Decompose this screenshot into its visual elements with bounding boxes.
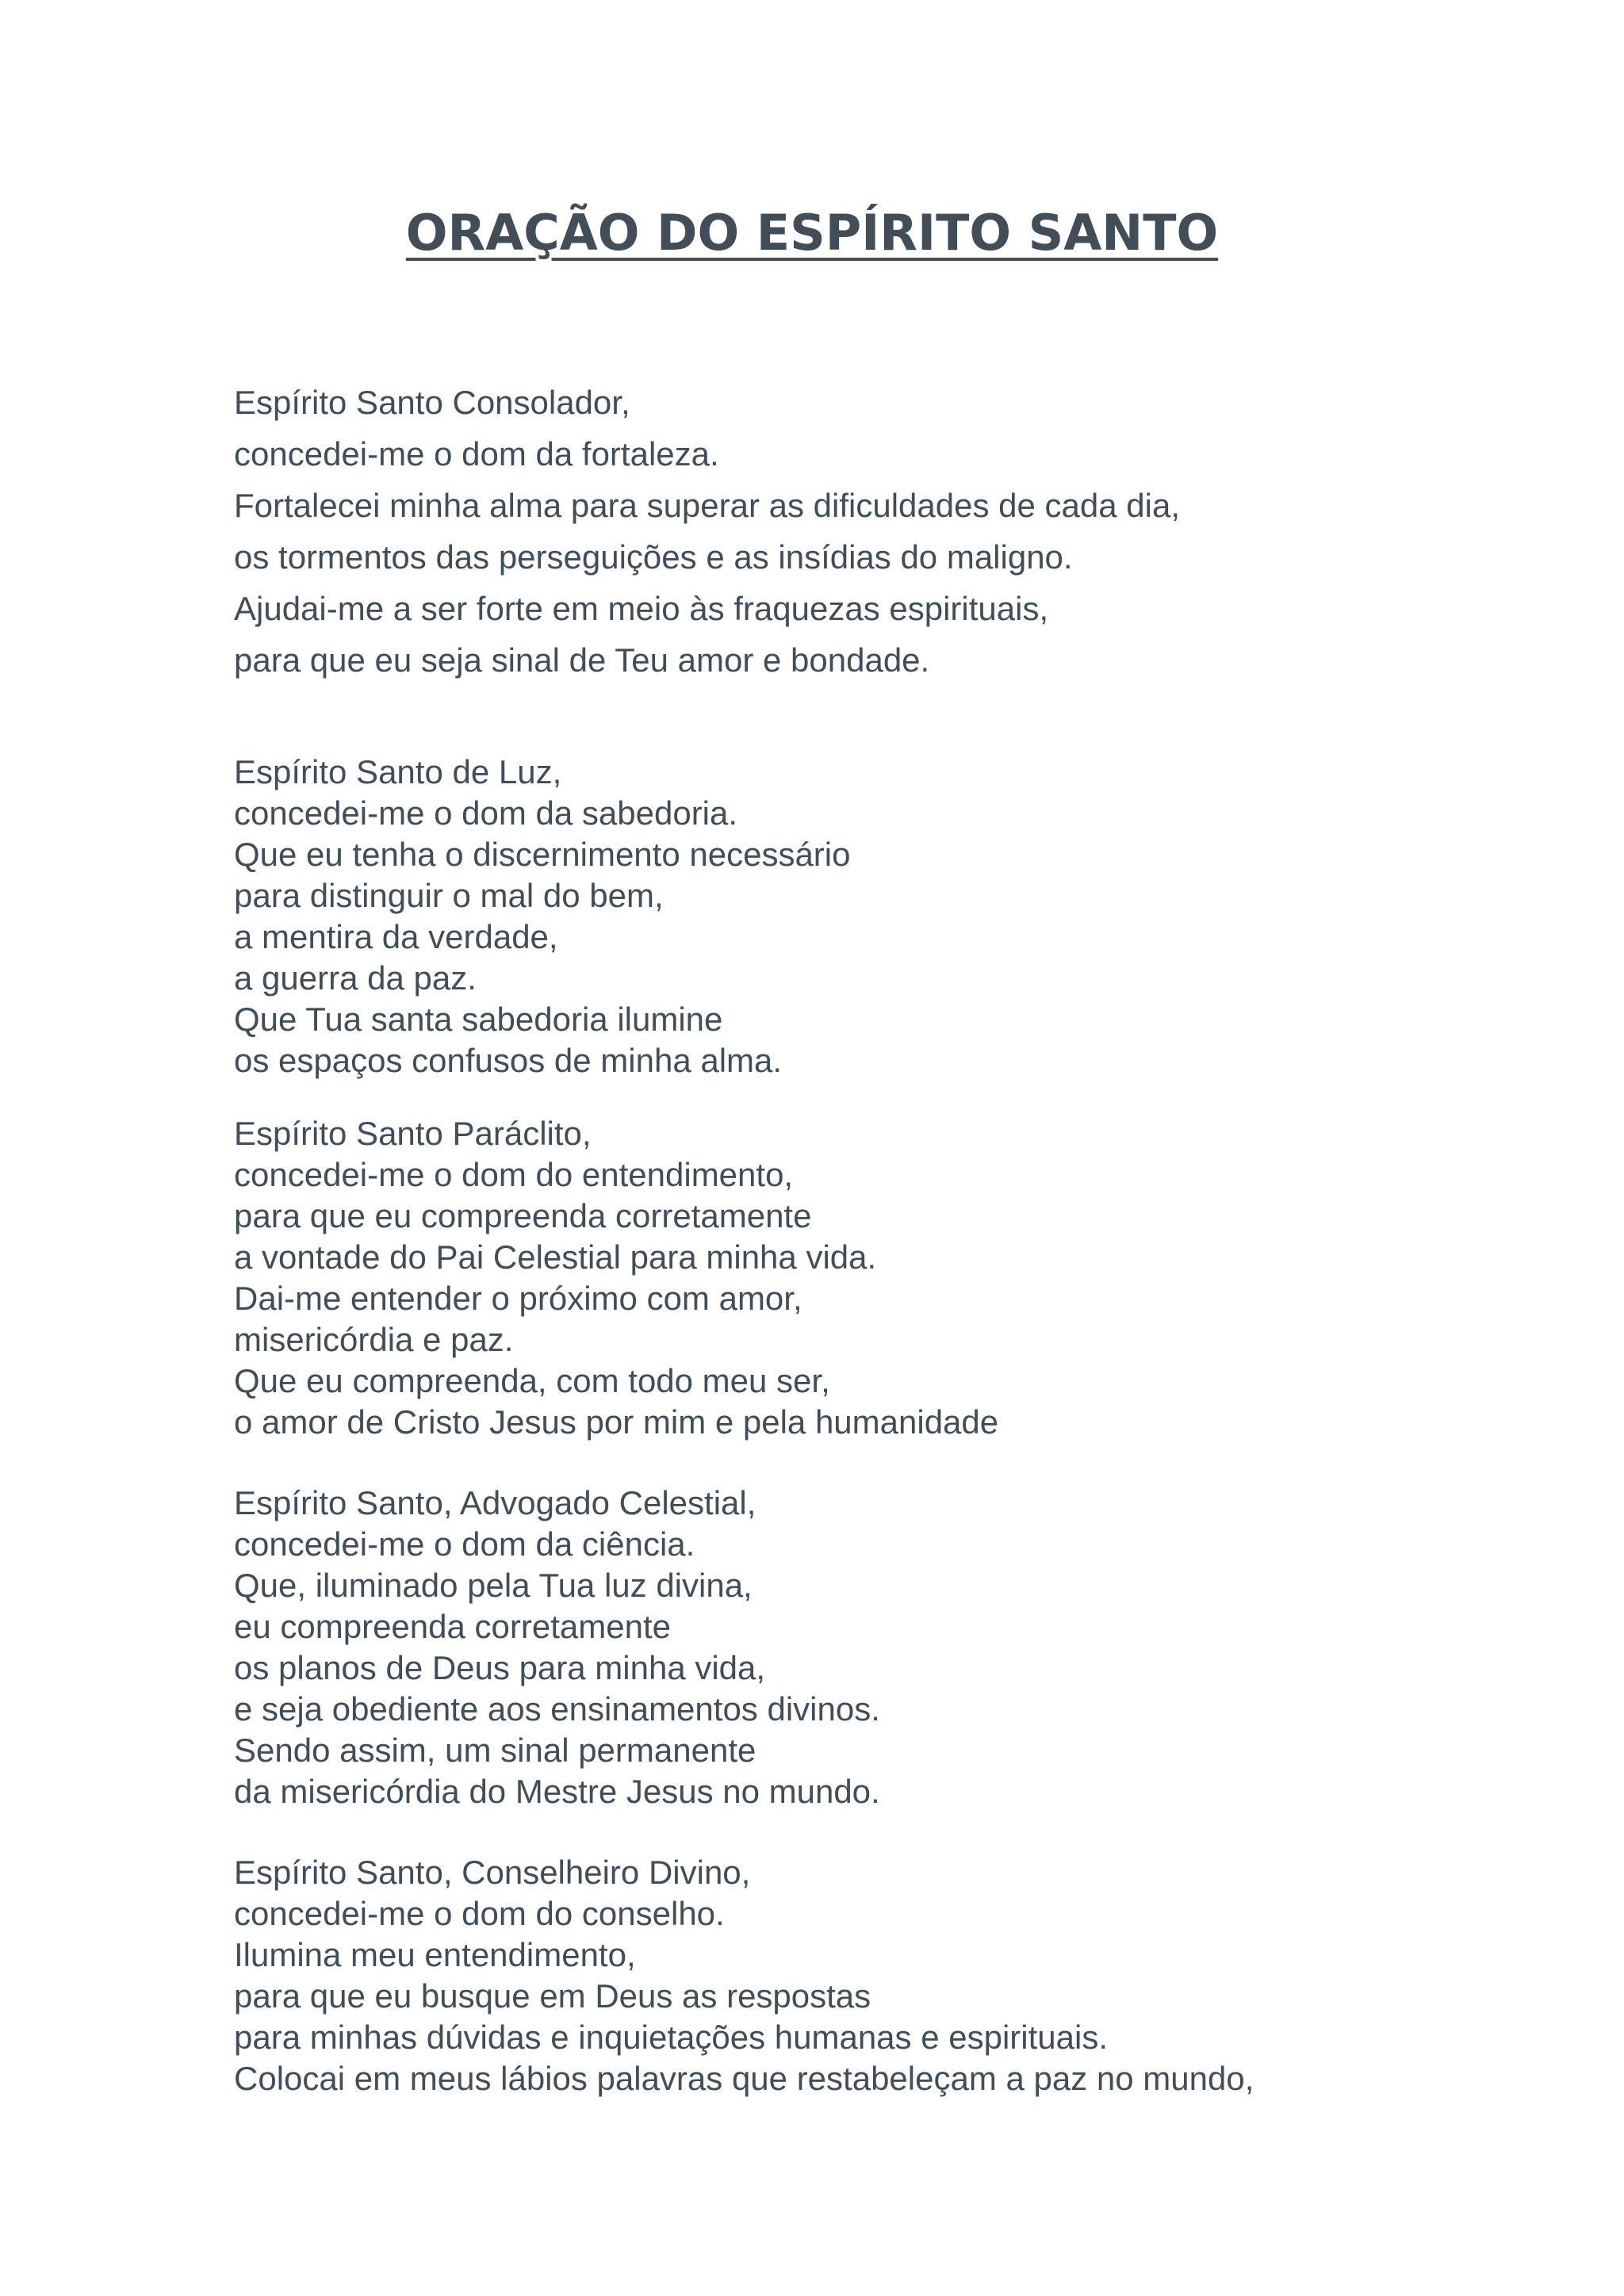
stanza-line: para que eu compreenda corretamente bbox=[234, 1197, 812, 1234]
stanza-line: concedei-me o dom do conselho. bbox=[234, 1895, 725, 1932]
stanza-line: para que eu busque em Deus as respostas bbox=[234, 1977, 871, 2015]
stanza-line: misericórdia e paz. bbox=[234, 1321, 514, 1358]
stanza-line: Que eu tenha o discernimento necessário bbox=[234, 836, 851, 873]
stanza-line: concedei-me o dom da ciência. bbox=[234, 1525, 695, 1563]
stanza-line: Fortalecei minha alma para superar as dificuldades de cada dia, bbox=[234, 487, 1181, 524]
stanza-line: Espírito Santo de Luz, bbox=[234, 753, 562, 790]
stanza-line: Sendo assim, um sinal permanente bbox=[234, 1732, 756, 1769]
stanza-sabedoria bbox=[234, 752, 850, 1081]
stanza-line: Ajudai-me a ser forte em meio às fraquezas espirituais, bbox=[234, 590, 1049, 627]
stanza-line: Espírito Santo Paráclito, bbox=[234, 1115, 592, 1152]
stanza-line: Espírito Santo, Advogado Celestial, bbox=[234, 1484, 756, 1521]
stanza-fortaleza bbox=[234, 377, 1180, 686]
stanza-line: a guerra da paz. bbox=[234, 959, 477, 997]
stanza-line: Dai-me entender o próximo com amor, bbox=[234, 1280, 802, 1317]
stanza-line: concedei-me o dom da fortaleza. bbox=[234, 435, 719, 473]
stanza-ciencia bbox=[234, 1483, 880, 1812]
stanza-line: os espaços confusos de minha alma. bbox=[234, 1042, 783, 1079]
stanza-line: e seja obediente aos ensinamentos divinos. bbox=[234, 1690, 880, 1728]
stanza-line: Ilumina meu entendimento, bbox=[234, 1936, 636, 1973]
stanza-entendimento bbox=[234, 1113, 998, 1443]
stanza-line: da misericórdia do Mestre Jesus no mundo. bbox=[234, 1773, 880, 1810]
stanza-line: Espírito Santo Consolador, bbox=[234, 384, 630, 421]
stanza-line: concedei-me o dom do entendimento, bbox=[234, 1156, 794, 1193]
stanza-line: para minhas dúvidas e inquietações humanas e espirituais. bbox=[234, 2019, 1108, 2056]
stanza-line: a vontade do Pai Celestial para minha vida. bbox=[234, 1238, 877, 1276]
stanza-line: eu compreenda corretamente bbox=[234, 1608, 671, 1645]
stanza-line: Colocai em meus lábios palavras que restabeleçam a paz no mundo, bbox=[234, 2060, 1254, 2097]
stanza-line: concedei-me o dom da sabedoria. bbox=[234, 794, 738, 832]
stanza-line: Que Tua santa sabedoria ilumine bbox=[234, 1001, 723, 1038]
stanza-line: para que eu seja sinal de Teu amor e bondade. bbox=[234, 641, 930, 679]
stanza-line: para distinguir o mal do bem, bbox=[234, 877, 664, 914]
page-title: ORAÇÃO DO ESPÍRITO SANTO bbox=[405, 204, 1219, 262]
stanza-line: o amor de Cristo Jesus por mim e pela humanidade bbox=[234, 1403, 999, 1441]
stanza-line: os tormentos das perseguições e as insídias do maligno. bbox=[234, 538, 1073, 576]
stanza-conselho bbox=[234, 1852, 1254, 2099]
stanza-line: Que eu compreenda, com todo meu ser, bbox=[234, 1362, 830, 1399]
stanza-line: Espírito Santo, Conselheiro Divino, bbox=[234, 1854, 751, 1891]
stanza-line: os planos de Deus para minha vida, bbox=[234, 1649, 766, 1686]
stanza-line: a mentira da verdade, bbox=[234, 918, 558, 955]
stanza-line: Que, iluminado pela Tua luz divina, bbox=[234, 1567, 753, 1604]
